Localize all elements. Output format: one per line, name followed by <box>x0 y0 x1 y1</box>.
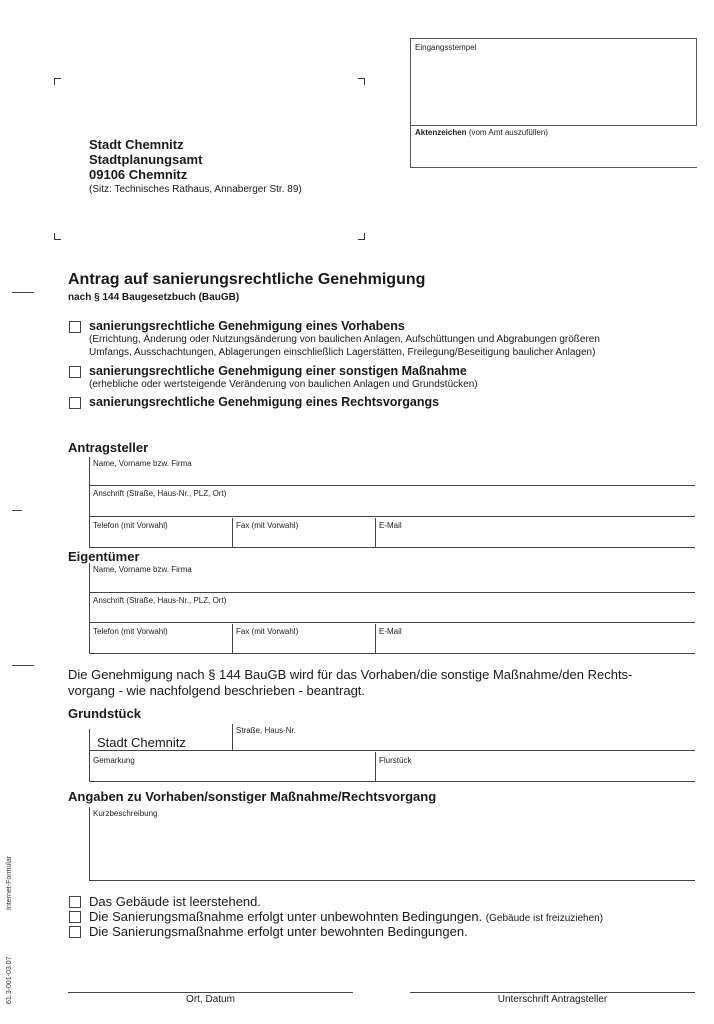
punch-mark <box>12 510 22 511</box>
fold-mark-top <box>12 292 34 293</box>
option-note-project-2: Umfangs, Ausschachtungen, Ablagerungen einschließlich Lagerstätten, Freilegung/Beseitigung baulicher Anlagen) <box>89 347 596 358</box>
form-type-label: Internet-Formular <box>6 855 13 910</box>
details-left-border <box>89 807 90 880</box>
file-ref-note: (vom Amt auszufüllen) <box>468 128 548 137</box>
window-corner-br <box>358 233 365 240</box>
applicant-name-field[interactable] <box>89 485 695 486</box>
window-corner-tr <box>358 78 365 85</box>
address-line-1: Stadt Chemnitz <box>89 137 184 152</box>
applicant-name-label: Name, Vorname bzw. Firma <box>93 459 192 468</box>
applicant-contact-field[interactable] <box>89 547 695 548</box>
place-date-label: Ort, Datum <box>186 994 235 1005</box>
status-label-uninhabited: Die Sanierungsmaßnahme erfolgt unter unbewohnten Bedingungen. <box>89 909 483 924</box>
owner-contact-field[interactable] <box>89 653 695 654</box>
owner-phone-label: Telefon (mit Vorwahl) <box>93 627 168 636</box>
plot-divider-street <box>232 724 233 750</box>
form-title: Antrag auf sanierungsrechtliche Genehmigung <box>68 271 426 288</box>
statement-line-1: Die Genehmigung nach § 144 BauGB wird für das Vorhaben/die sonstige Maßnahme/den Rechts- <box>68 667 633 682</box>
owner-divider-2 <box>375 624 376 653</box>
owner-address-field[interactable] <box>89 622 695 623</box>
owner-name-field[interactable] <box>89 592 695 593</box>
window-corner-tl <box>54 78 61 85</box>
owner-heading: Eigentümer <box>68 549 140 564</box>
status-label-vacant: Das Gebäude ist leerstehend. <box>89 894 261 909</box>
option-checkbox-measure[interactable] <box>69 366 81 378</box>
plot-parcel-field[interactable] <box>89 781 695 782</box>
owner-email-label: E-Mail <box>379 627 402 636</box>
owner-left-border <box>89 563 90 653</box>
status-label-inhabited: Die Sanierungsmaßnahme erfolgt unter bewohnten Bedingungen. <box>89 924 468 939</box>
details-desc-label: Kurzbeschreibung <box>93 809 158 818</box>
option-label-project: sanierungsrechtliche Genehmigung eines Vorhabens <box>89 319 405 333</box>
window-corner-bl <box>54 233 61 240</box>
recipient-address <box>89 137 202 182</box>
option-label-measure: sanierungsrechtliche Genehmigung einer sonstigen Maßnahme <box>89 364 467 378</box>
details-heading: Angaben zu Vorhaben/sonstiger Maßnahme/Rechtsvorgang <box>68 789 437 804</box>
status-checkbox-inhabited[interactable] <box>69 926 81 938</box>
address-seat: (Sitz: Technisches Rathaus, Annaberger Str. 89) <box>89 184 302 195</box>
status-line-uninhabited <box>89 909 603 924</box>
applicant-phone-label: Telefon (mit Vorwahl) <box>93 521 168 530</box>
plot-parcel-label: Flurstück <box>379 756 412 765</box>
option-note-project-1: (Errichtung, Änderung oder Nutzungsänderung von baulichen Anlagen, Aufschüttungen und Abgrabungen größeren <box>89 334 600 345</box>
file-ref-label: Aktenzeichen <box>415 128 467 137</box>
plot-heading: Grundstück <box>68 706 141 721</box>
plot-divider-parcel <box>375 752 376 781</box>
fold-mark-bottom <box>12 665 34 666</box>
applicant-address-field[interactable] <box>89 516 695 517</box>
status-checkbox-vacant[interactable] <box>69 896 81 908</box>
address-line-2: Stadtplanungsamt <box>89 152 203 167</box>
applicant-fax-label: Fax (mit Vorwahl) <box>236 521 299 530</box>
option-label-legal-act: sanierungsrechtliche Genehmigung eines Rechtsvorgangs <box>89 395 440 409</box>
owner-divider-1 <box>232 624 233 653</box>
owner-name-label: Name, Vorname bzw. Firma <box>93 565 192 574</box>
file-ref-field[interactable] <box>410 124 697 168</box>
signature-label: Unterschrift Antragsteller <box>497 994 608 1005</box>
option-checkbox-project[interactable] <box>69 321 81 333</box>
applicant-divider-1 <box>232 518 233 547</box>
status-checkbox-uninhabited[interactable] <box>69 911 81 923</box>
option-note-measure: (erhebliche oder wertsteigende Veränderung von baulichen Anlagen und Grundstücken) <box>89 379 478 390</box>
stamp-label: Eingangsstempel <box>415 43 477 52</box>
signature-field[interactable] <box>410 992 695 993</box>
owner-fax-label: Fax (mit Vorwahl) <box>236 627 299 636</box>
stamp-box <box>410 38 697 126</box>
applicant-divider-2 <box>375 518 376 547</box>
applicant-left-border <box>89 457 90 547</box>
plot-city-value[interactable]: Stadt Chemnitz <box>97 735 186 750</box>
details-desc-field[interactable] <box>89 880 695 881</box>
form-code-label: 61.3-001-03.07 <box>6 956 13 1004</box>
plot-left-border <box>89 729 90 781</box>
applicant-email-label: E-Mail <box>379 521 402 530</box>
applicant-address-label: Anschrift (Straße, Haus-Nr., PLZ, Ort) <box>93 489 227 498</box>
plot-street-field[interactable] <box>89 750 695 751</box>
form-subtitle: nach § 144 Baugesetzbuch (BauGB) <box>68 292 240 303</box>
applicant-heading: Antragsteller <box>68 440 149 455</box>
plot-street-label: Straße, Haus-Nr. <box>236 726 297 735</box>
owner-address-label: Anschrift (Straße, Haus-Nr., PLZ, Ort) <box>93 596 227 605</box>
place-date-field[interactable] <box>68 992 353 993</box>
plot-district-label: Gemarkung <box>93 756 135 765</box>
option-checkbox-legal-act[interactable] <box>69 397 81 409</box>
statement-line-2: vorgang - wie nachfolgend beschrieben - beantragt. <box>68 683 366 698</box>
address-line-3: 09106 Chemnitz <box>89 167 188 182</box>
status-note-uninhabited: (Gebäude ist freizuziehen) <box>485 913 604 924</box>
